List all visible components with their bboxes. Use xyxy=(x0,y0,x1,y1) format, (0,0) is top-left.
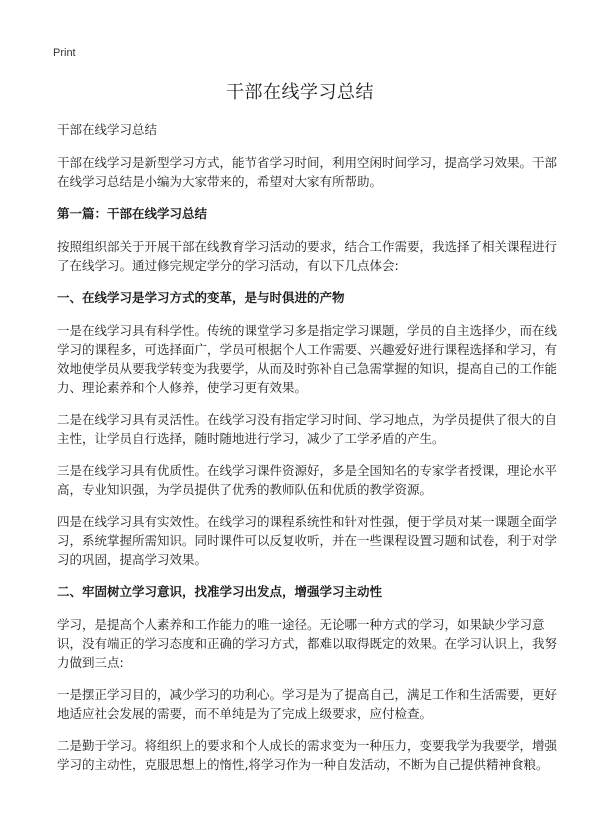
paragraph-learning-intro: 学习，是提高个人素养和工作能力的唯一途径。无论哪一种方式的学习，如果缺少学习意识，没有端正的学习态度和正确的学习方式，都难以取得既定的效果。在学习认识上，我努力做到三点: xyxy=(57,617,558,670)
section-heading-1: 第一篇：干部在线学习总结 xyxy=(57,206,208,221)
paragraph-diligence: 二是勤于学习。将组织上的要求和个人成长的需求变为一种压力，变要我学为我要学，增强学习的主动性，克服思想上的惰性,将学习作为一种自发活动，不断为自己提供精神食粮。 xyxy=(57,738,558,772)
paragraph-quality: 三是在线学习具有优质性。在线学习课件资源好，多是全国知名的专家学者授课，理论水平高，专业知识强，为学员提供了优秀的教师队伍和优质的教学资源。 xyxy=(57,463,558,497)
print-link[interactable]: Print xyxy=(53,47,76,59)
paragraph-flexible: 二是在线学习具有灵活性。在线学习没有指定学习时间、学习地点，为学员提供了很大的自主性，让学员自行选择，随时随地进行学习，减少了工学矛盾的产生。 xyxy=(57,412,558,446)
heading-learning-awareness: 二、牢固树立学习意识，找准学习出发点，增强学习主动性 xyxy=(57,584,383,599)
section1-paragraph: 按照组织部关于开展干部在线教育学习活动的要求，结合工作需要，我选择了相关课程进行了在线学习。通过修完规定学分的学习活动，有以下几点体会: xyxy=(57,239,558,273)
article-subtitle: 干部在线学习总结 xyxy=(57,122,158,137)
heading-change-of-learning: 一、在线学习是学习方式的变革，是与时俱进的产物 xyxy=(57,290,345,305)
page-title: 干部在线学习总结 xyxy=(226,82,374,103)
intro-paragraph: 干部在线学习是新型学习方式，能节省学习时间，利用空闲时间学习，提高学习效果。干部在线学习总结是小编为大家带来的，希望对大家有所帮助。 xyxy=(57,155,558,189)
paragraph-scientific: 一是在线学习具有科学性。传统的课堂学习多是指定学习课题，学员的自主选择少，而在线学习的课程多，可选择面广，学员可根据个人工作需要、兴趣爱好进行课程选择和学习，有效地使学员从要我学转变为我要学，从而及时弥补自己急需掌握的知识，提高自己的工作能力、理论素养和个人修养，使学习更有效果。 xyxy=(57,323,558,395)
paragraph-purpose: 一是摆正学习目的，减少学习的功利心。学习是为了提高自己，满足工作和生活需要，更好地适应社会发展的需要，而不单纯是为了完成上级要求，应付检查。 xyxy=(57,687,558,721)
article-body xyxy=(57,120,557,787)
paragraph-effective: 四是在线学习具有实效性。在线学习的课程系统性和针对性强，便于学员对某一课题全面学习，系统掌握所需知识。同时课件可以反复收听，并在一些课程设置习题和试卷，利于对学习的巩固，提高学习效果。 xyxy=(57,514,558,567)
